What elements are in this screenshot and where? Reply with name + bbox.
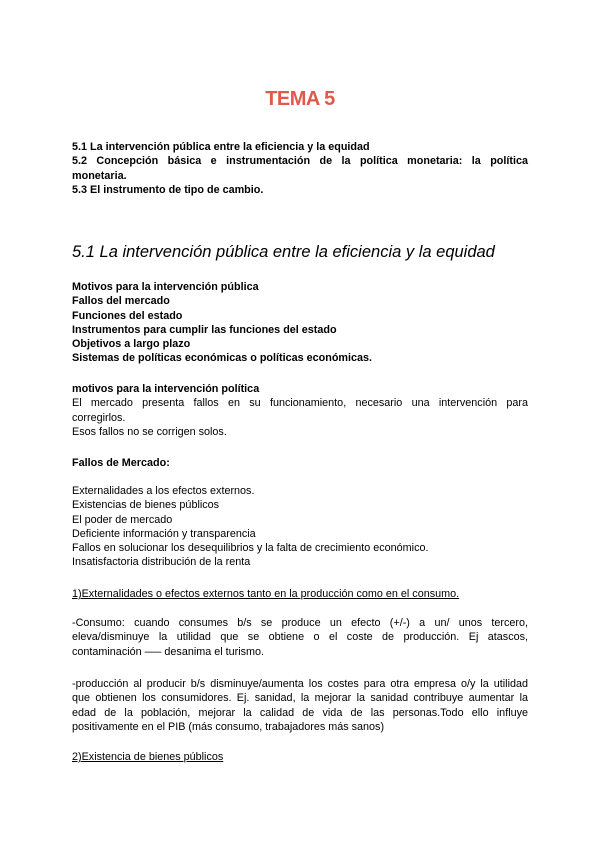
- motivos-section: [72, 382, 528, 439]
- table-of-contents: [72, 140, 528, 197]
- topic-item: Fallos del mercado: [72, 295, 170, 308]
- list-item: El poder de mercado: [72, 513, 173, 526]
- topic-list: [72, 280, 528, 366]
- consumo-paragraph: [72, 616, 528, 659]
- fallos-section: [72, 456, 528, 470]
- topic-item: Motivos para la intervención pública: [72, 281, 259, 293]
- motivos-heading: motivos para la intervención política: [72, 383, 260, 395]
- externalidades-heading-block: [72, 587, 528, 601]
- externalidades-heading: 1)Externalidades o efectos externos tanto en la producción como en el consumo.: [72, 588, 460, 600]
- bienes-publicos-block: [72, 750, 528, 764]
- list-item: Existencias de bienes públicos: [72, 499, 220, 512]
- toc-item: monetaria.: [72, 169, 127, 182]
- fallos-list: [72, 484, 528, 570]
- topic-item: Objetivos a largo plazo: [72, 338, 191, 351]
- list-item: Insatisfactoria distribución de la renta: [72, 556, 251, 569]
- topic-item: Sistemas de políticas económicas o políticas económicas.: [72, 352, 373, 365]
- paragraph-line: -producción al producir b/s disminuye/aumenta los costes para otra empresa o/y la utilidad: [72, 678, 528, 690]
- list-item: Externalidades a los efectos externos.: [72, 485, 255, 497]
- fallos-heading: Fallos de Mercado:: [72, 457, 170, 469]
- paragraph-line: eleva/disminuye la utilidad que se obtiene o el coste de producción. Ej atascos,: [72, 631, 528, 644]
- list-item: Deficiente información y transparencia: [72, 527, 256, 540]
- paragraph-line: corregirlos.: [72, 411, 126, 424]
- toc-item: 5.2 Concepción básica e instrumentación de la política monetaria: la política: [72, 155, 528, 168]
- topic-item: Funciones del estado: [72, 309, 183, 322]
- paragraph-line: edad de la población, mejorar la calidad de vida de las personas.Todo ello influye: [72, 706, 528, 719]
- paragraph-line: El mercado presenta fallos en su funcionamiento, necesario una intervención para: [72, 397, 528, 410]
- toc-item: 5.1 La intervención pública entre la eficiencia y la equidad: [72, 141, 370, 153]
- produccion-paragraph: [72, 677, 528, 734]
- bienes-publicos-heading: 2)Existencia de bienes públicos: [72, 751, 224, 763]
- section-heading: 5.1 La intervención pública entre la eficiencia y la equidad: [72, 243, 495, 261]
- topic-item: Instrumentos para cumplir las funciones del estado: [72, 323, 337, 336]
- paragraph-line: positivamente en el PIB (más consumo, trabajadores más sanos): [72, 720, 385, 733]
- paragraph-line: que obtienen los consumidores. Ej. sanidad, la mejorar la sanidad contribuye aumentar la: [72, 692, 528, 705]
- toc-item: 5.3 El instrumento de tipo de cambio.: [72, 183, 264, 196]
- paragraph-line: Esos fallos no se corrigen solos.: [72, 425, 227, 438]
- paragraph-line: -Consumo: cuando consumes b/s se produce un efecto (+/-) a un/ unos tercero,: [72, 617, 528, 629]
- paragraph-line: contaminación —– desanima el turismo.: [72, 645, 265, 658]
- document-title: TEMA 5: [265, 88, 335, 110]
- list-item: Fallos en solucionar los desequilibrios y la falta de crecimiento económico.: [72, 542, 429, 555]
